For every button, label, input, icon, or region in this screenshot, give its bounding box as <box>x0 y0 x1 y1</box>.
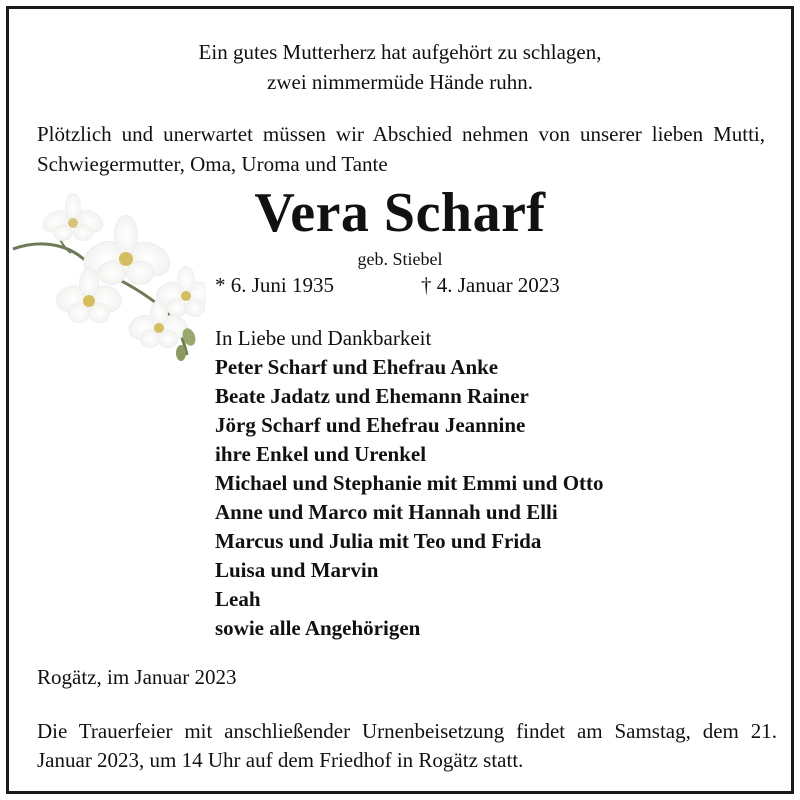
mourner-line: Jörg Scharf und Ehefrau Jeannine <box>215 413 526 437</box>
verse-line-2: zwei nimmermüde Hände ruhn. <box>267 70 533 94</box>
death-date: † 4. Januar 2023 <box>421 273 560 297</box>
mourner-line: Peter Scharf und Ehefrau Anke <box>215 355 499 379</box>
mourner-line: Beate Jadatz und Ehemann Rainer <box>215 384 529 408</box>
mourners-heading: In Liebe und Dankbarkeit <box>215 326 432 350</box>
place-date: Rogätz, im Januar 2023 <box>37 665 237 689</box>
verse-line-1: Ein gutes Mutterherz hat aufgehört zu schlagen, <box>198 40 602 64</box>
mourner-line: Marcus und Julia mit Teo und Frida <box>215 529 542 553</box>
mourner-line: Luisa und Marvin <box>215 558 379 582</box>
deceased-name: Vera Scharf <box>254 182 546 244</box>
mourner-line: sowie alle Angehörigen <box>215 616 421 640</box>
mourner-line: Anne und Marco mit Hannah und Elli <box>215 500 558 524</box>
birth-name: geb. Stiebel <box>357 249 443 269</box>
mourner-line: ihre Enkel und Urenkel <box>215 442 427 466</box>
mourners-block <box>215 324 604 643</box>
funeral-details: Die Trauerfeier mit anschließender Urnenbeisetzung findet am Samstag, dem 21. Januar 2023, um 14 Uhr auf dem Friedhof in Rogätz statt. <box>37 719 777 772</box>
intro-text: Plötzlich und unerwartet müssen wir Abschied nehmen von unserer lieben Mutti, Schwiegermutter, Oma, Uroma und Tante <box>37 122 765 176</box>
mourner-line: Leah <box>215 587 261 611</box>
obituary-notice <box>6 6 794 794</box>
birth-date: * 6. Juni 1935 <box>215 273 335 297</box>
mourner-line: Michael und Stephanie mit Emmi und Otto <box>215 471 604 495</box>
